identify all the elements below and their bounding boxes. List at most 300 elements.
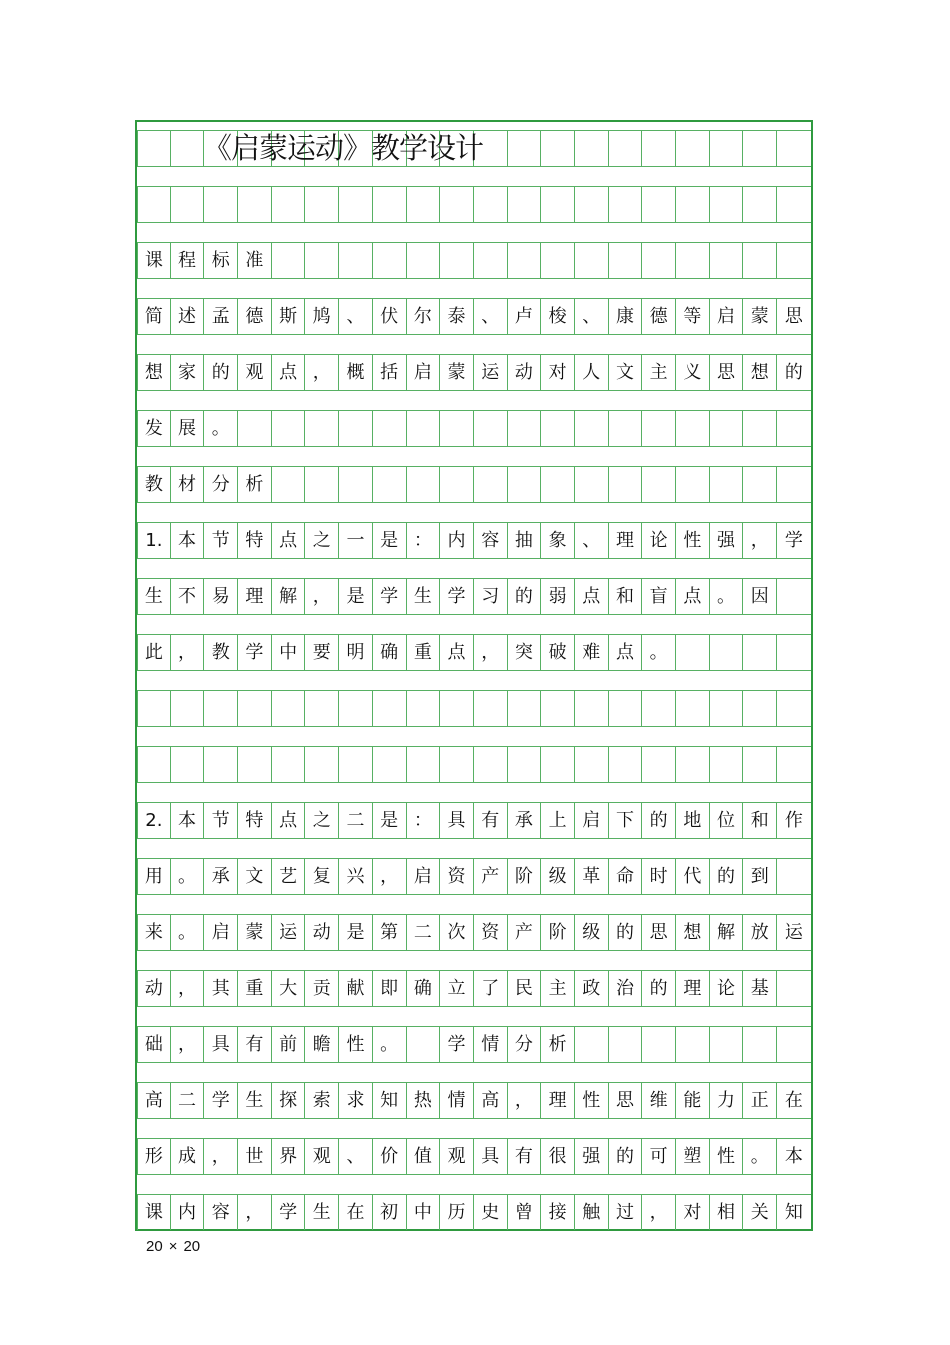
grid-cell: 运 [784,922,803,943]
grid-cell: 运 [474,355,508,390]
grid-cell [743,187,777,222]
grid-cell: 学 [272,1195,306,1230]
grid-cell: 学 [784,530,803,551]
grid-gap-row [137,222,811,243]
grid-cell: 成 [171,1139,205,1174]
grid-cell [474,187,508,222]
grid-cell: 力 [710,1083,744,1118]
grid-cell [204,747,238,782]
grid-row [137,1027,811,1062]
grid-cell [777,411,811,446]
grid-cell: 兴 [339,859,373,894]
grid-cell: 观 [238,355,272,390]
grid-cell: 解 [710,915,744,950]
grid-cell: 学 [204,1083,238,1118]
grid-cell: 蒙 [743,299,777,334]
grid-cell: 内 [440,523,474,558]
grid-cell: 在 [339,1195,373,1230]
grid-cell [710,467,744,502]
grid-cell: 康 [609,299,643,334]
grid-cell [743,467,777,502]
grid-cell: 一 [339,523,373,558]
grid-cell: 维 [642,1083,676,1118]
grid-cell: 标 [204,243,238,278]
grid-cell: 第 [373,915,407,950]
grid-cell [575,187,609,222]
grid-cell [407,747,441,782]
grid-cell: 想 [676,915,710,950]
grid-cell [508,187,542,222]
grid-cell: 课 [137,243,171,278]
grid-cell [777,467,811,502]
grid-cell: 生 [238,1083,272,1118]
grid-cell [339,467,373,502]
grid-cell [305,243,339,278]
grid-cell: 对 [676,1195,710,1230]
grid-size-label [146,1238,200,1255]
grid-cell: 资 [474,915,508,950]
grid-cell: 承 [204,859,238,894]
grid-cell: 点 [440,635,474,670]
grid-gap-row [137,334,811,355]
grid-cell: 等 [676,299,710,334]
grid-cell: 论 [642,523,676,558]
grid-cell: 触 [575,1195,609,1230]
grid-gap-row [137,670,811,691]
grid-cell [339,243,373,278]
grid-cell: 抽 [508,523,542,558]
grid-cell: 主 [541,971,575,1006]
grid-cell: 之 [305,523,339,558]
grid-cell: 解 [272,579,306,614]
grid-cell [743,691,777,726]
grid-cell [373,243,407,278]
grid-cell [609,411,643,446]
grid-cell: 时 [642,859,676,894]
grid-gap-row [137,1174,811,1195]
grid-cell: 初 [373,1195,407,1230]
grid-cell [238,691,272,726]
grid-cell [609,467,643,502]
grid-cell: 确 [373,635,407,670]
grid-cell: 了 [474,971,508,1006]
grid-cell [541,131,575,166]
grid-cell [710,635,744,670]
grid-cell: 接 [541,1195,575,1230]
grid-cell: 二 [339,803,373,838]
grid-cell [373,691,407,726]
grid-cell: 确 [407,971,441,1006]
grid-cell: 点 [272,523,306,558]
grid-cell: 可 [642,1139,676,1174]
grid-cell: 具 [204,1027,238,1062]
grid-cell: 索 [305,1083,339,1118]
grid-gap-row [137,726,811,747]
grid-cell: 思 [642,915,676,950]
grid-cell: 到 [743,859,777,894]
grid-cell: 界 [272,1139,306,1174]
grid-rows: 20 [183,1238,201,1255]
grid-cell: 孟 [204,299,238,334]
grid-cell: 级 [541,859,575,894]
grid-cell [508,411,542,446]
grid-row [137,243,811,278]
grid-cell [575,411,609,446]
grid-cell: 具 [474,1139,508,1174]
grid-cell: 来 [137,915,171,950]
grid-cell [272,411,306,446]
grid-cell [440,187,474,222]
grid-cell: 次 [440,915,474,950]
grid-cell: 贡 [305,971,339,1006]
grid-cell [137,691,171,726]
grid-cell [743,1027,777,1062]
grid-cell: 点 [272,803,306,838]
grid-cell [373,467,407,502]
grid-cell [642,1027,676,1062]
grid-cell [137,131,171,166]
grid-cell: 习 [474,579,508,614]
grid-cell: 易 [204,579,238,614]
grid-cell: 、 [575,299,609,334]
grid-cell: 重 [407,635,441,670]
grid-cell [407,691,441,726]
grid-cell: 梭 [541,299,575,334]
grid-cell [575,747,609,782]
grid-cell: 大 [272,971,306,1006]
grid-cell [171,187,205,222]
grid-cell [541,467,575,502]
grid-cell: 象 [541,523,575,558]
grid-cell: 。 [710,579,744,614]
grid-cell [575,1027,609,1062]
document-title: 《启蒙运动》教学设计 [203,131,484,165]
grid-cell [777,747,811,782]
grid-cell: 。 [743,1139,777,1174]
grid-cell: 相 [710,1195,744,1230]
grid-cell: ， [171,1027,205,1062]
grid-cell [508,691,542,726]
grid-cell [676,187,710,222]
grid-cell: ， [743,523,777,558]
grid-cell: 、 [575,523,609,558]
grid-cell [474,411,508,446]
grid-row [137,467,811,502]
grid-row [137,803,811,838]
grid-cell: 强 [710,523,744,558]
grid-cell: 资 [440,859,474,894]
grid-cell [339,691,373,726]
grid-cell: 世 [238,1139,272,1174]
grid-cell: 放 [743,915,777,950]
grid-cell: 高 [137,1083,171,1118]
grid-cell: 教 [204,635,238,670]
grid-gap-row [137,838,811,859]
grid-cell: 和 [609,579,643,614]
grid-cell: 产 [474,859,508,894]
grid-cell: 本 [171,803,205,838]
grid-cell: 情 [474,1027,508,1062]
grid-cell: 知 [373,1083,407,1118]
grid-cell: 中 [272,635,306,670]
grid-cell [609,243,643,278]
grid-cell [272,467,306,502]
grid-cell [541,411,575,446]
grid-cell: 观 [305,1139,339,1174]
grid-cell [710,691,744,726]
grid-cell: 学 [373,579,407,614]
grid-cell [743,411,777,446]
grid-cell [609,131,643,166]
grid-cell: 承 [508,803,542,838]
grid-cell: 阶 [508,859,542,894]
grid-cell: 产 [508,915,542,950]
grid-cell [508,747,542,782]
grid-cell [171,131,205,166]
grid-cell: 史 [474,1195,508,1230]
grid-cell: 献 [339,971,373,1006]
grid-cell [676,691,710,726]
grid-cell: 形 [137,1139,171,1174]
times-sign: × [168,1238,178,1255]
grid-cell: 想 [137,355,171,390]
grid-cell: 述 [171,299,205,334]
grid-cell: 学 [440,579,474,614]
grid-row [137,355,811,390]
grid-cell: 思 [784,306,803,327]
grid-cell: 运 [272,915,306,950]
grid-cell [642,187,676,222]
grid-cell [710,131,744,166]
grid-cell: 本 [171,523,205,558]
grid-cell: 是 [373,803,407,838]
grid-cell [407,1027,441,1062]
grid-cell: 课 [137,1195,171,1230]
grid-cell: 值 [407,1139,441,1174]
grid-cell: 鸠 [305,299,339,334]
grid-cell: 容 [474,523,508,558]
grid-cell: ， [642,1195,676,1230]
grid-cell: 关 [743,1195,777,1230]
grid-cell: 对 [541,355,575,390]
grid-cell: 性 [710,1139,744,1174]
grid-gap-row [137,950,811,971]
grid-cell [777,971,811,1006]
grid-cell [305,467,339,502]
grid-cell [710,747,744,782]
grid-cell [407,187,441,222]
grid-cell: 人 [575,355,609,390]
grid-cell: 因 [743,579,777,614]
grid-cell [777,1027,811,1062]
grid-cell: 动 [305,915,339,950]
grid-cell [642,467,676,502]
grid-cell: 点 [676,579,710,614]
grid-cell: 、 [474,299,508,334]
grid-cell: 突 [508,635,542,670]
grid-cell: 展 [171,411,205,446]
grid-gap-row [137,502,811,523]
grid-cell [710,1027,744,1062]
grid-cell [508,131,542,166]
grid-row [137,859,811,894]
grid-cell: 过 [609,1195,643,1230]
grid-cell [777,579,811,614]
grid-row [137,971,811,1006]
grid-cell [743,747,777,782]
grid-cell [407,243,441,278]
grid-cell: 具 [440,803,474,838]
grid-cell: 瞻 [305,1027,339,1062]
grid-cell [305,691,339,726]
grid-gap-row [137,1006,811,1027]
grid-cell [575,467,609,502]
grid-cell: 作 [784,810,803,831]
grid-cell: ， [305,579,339,614]
grid-row [137,579,811,614]
grid-cell: 政 [575,971,609,1006]
grid-cell: ， [474,635,508,670]
grid-cell: 点 [272,355,306,390]
grid-cell [238,411,272,446]
grid-cell: 生 [137,579,171,614]
grid-cell: 二 [407,915,441,950]
grid-gap-row [137,1062,811,1083]
grid-gap-row [137,278,811,299]
grid-cell: 求 [339,1083,373,1118]
grid-cell: 发 [137,411,171,446]
grid-cell: 节 [204,523,238,558]
grid-cell: 强 [575,1139,609,1174]
grid-cell: 此 [137,635,171,670]
grid-cell [305,411,339,446]
grid-cell [373,747,407,782]
grid-cell: 基 [743,971,777,1006]
grid-gap-row [137,446,811,467]
grid-cell: 教 [137,467,171,502]
grid-cell: 德 [238,299,272,334]
grid-cell: ， [171,635,205,670]
grid-cell: 明 [339,635,373,670]
grid-cell [474,747,508,782]
grid-cell [137,187,171,222]
grid-cell: 不 [171,579,205,614]
grid-cell: 复 [305,859,339,894]
grid-cell: 。 [642,635,676,670]
grid-cell: 破 [541,635,575,670]
grid-cell: 概 [339,355,373,390]
grid-row [137,523,811,558]
grid-cell: 程 [171,243,205,278]
grid-gap-row [137,782,811,803]
grid-cell [272,243,306,278]
grid-cell: 准 [238,243,272,278]
grid-cell [676,131,710,166]
grid-cell: 内 [171,1195,205,1230]
grid-cell: 蒙 [440,355,474,390]
grid-cell: 生 [407,579,441,614]
grid-cell: 二 [171,1083,205,1118]
grid-cell: 本 [784,1146,803,1167]
grid-cell: 前 [272,1027,306,1062]
grid-cell [541,187,575,222]
grid-cell: 立 [440,971,474,1006]
grid-cell: 曾 [508,1195,542,1230]
grid-cell: 其 [204,971,238,1006]
grid-cell [204,691,238,726]
grid-cell [305,187,339,222]
grid-cell: 启 [575,803,609,838]
grid-cell [642,691,676,726]
grid-cell: 即 [373,971,407,1006]
grid-cell: 学 [238,635,272,670]
grid-cell [373,187,407,222]
grid-cell: 塑 [676,1139,710,1174]
grid-cell: 。 [204,411,238,446]
grid-cell: 理 [238,579,272,614]
grid-cell: 1. [137,523,171,558]
grid-cell: 性 [676,523,710,558]
grid-cell [777,243,811,278]
grid-cell: 卢 [508,299,542,334]
grid-cell: 文 [609,355,643,390]
grid-cell [710,411,744,446]
grid-cell: 的 [784,362,803,383]
grid-cell: 阶 [541,915,575,950]
grid-cell: 思 [710,355,744,390]
grid-cell [777,859,811,894]
grid-cell [440,243,474,278]
grid-cell: 。 [171,915,205,950]
grid-cell [642,747,676,782]
grid-cell: ， [373,859,407,894]
grid-cell: 义 [676,355,710,390]
grid-cell [440,691,474,726]
grid-row [137,747,811,782]
grid-cell [305,747,339,782]
grid-cell: 之 [305,803,339,838]
grid-cell: 和 [743,803,777,838]
grid-cell: 是 [373,523,407,558]
grid-row [137,635,811,670]
grid-cell [710,187,744,222]
grid-cell: 是 [339,915,373,950]
grid-row [137,411,811,446]
grid-cell [407,411,441,446]
grid-cell [474,691,508,726]
manuscript-grid [135,120,813,1231]
grid-cell: 泰 [440,299,474,334]
grid-cell: 地 [676,803,710,838]
grid-cell [642,131,676,166]
grid-cell: ， [305,355,339,390]
grid-cell [137,747,171,782]
grid-cell: 难 [575,635,609,670]
grid-cell [171,747,205,782]
grid-cell: 动 [137,971,171,1006]
grid-cell: 正 [743,1083,777,1118]
grid-cell: 探 [272,1083,306,1118]
grid-cell: 有 [238,1027,272,1062]
grid-cell: 代 [676,859,710,894]
grid-cell: 容 [204,1195,238,1230]
grid-cell: 斯 [272,299,306,334]
grid-cell: 、 [339,299,373,334]
grid-cell [373,411,407,446]
grid-cell [676,467,710,502]
grid-gap-row [137,1118,811,1139]
grid-cell: 民 [508,971,542,1006]
